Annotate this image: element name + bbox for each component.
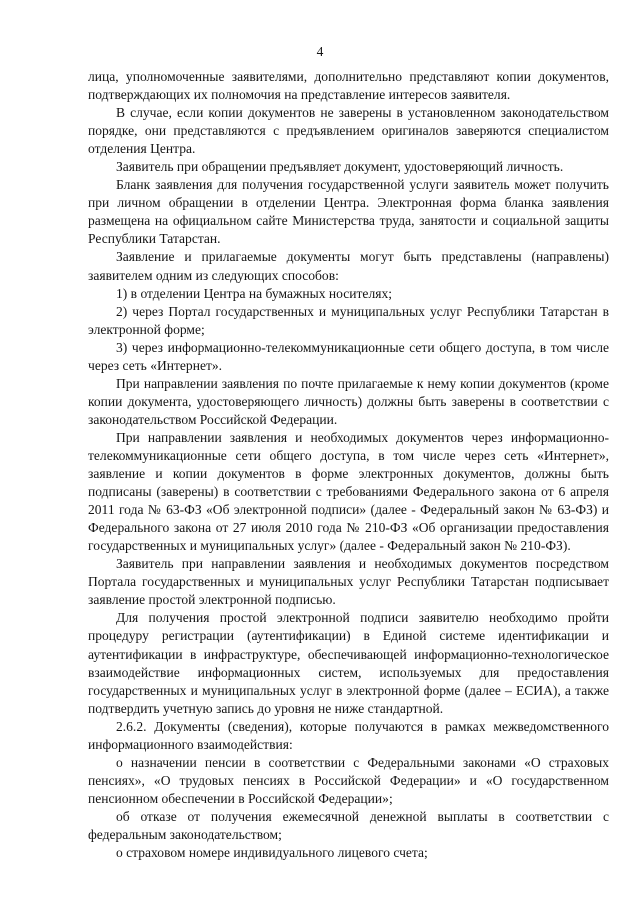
paragraph-identity-document: Заявитель при обращении предъявляет документ, удостоверяющий личность. [116, 159, 564, 175]
list-item-pension: о назначении пенсии в соответствии с Федеральными законами «О страховых пенсиях», «О трудовых пенсиях в Российской Федерации» и «О государственном пенсионном обеспечении в Российской Федерации»; [88, 754, 609, 806]
list-item-internet: 3) через информационно-телекоммуникационные сети общего доступа, в том числе через сеть «Интернет». [88, 339, 609, 373]
paragraph-esia-registration: Для получения простой электронной подписи заявителю необходимо пройти процедуру регистрации (аутентификации) в Единой системе идентификации и аутентификации в инфраструктуре, обеспечивающей информационно-технологическое взаимодействие информационных систем, используемых для предоставления государственных и муниципальных услуг в электронной форме (далее – ЕСИА), а также подтвердить учетную запись до уровня не ниже стандартной. [88, 610, 609, 716]
paragraph-portal-signature: Заявитель при направлении заявления и необходимых документов посредством Портала государственных и муниципальных услуг Республики Татарстан подписывает заявление простой электронной подписью. [88, 556, 609, 608]
page-number: 4 [316, 44, 324, 59]
paragraph-authority-copies: лица, уполномоченные заявителями, дополнительно представляют копии документов, подтверждающих их полномочия на представление интересов заявителя. [88, 69, 609, 103]
paragraph-electronic-signature-law: При направлении заявления и необходимых документов через информационно-телекоммуникационные сети общего доступа, в том числе через сеть «Интернет», заявление и копии документов в форме электронных документов, должны быть подписаны (заверены) в соответствии с требованиями Федерального закона от 6 апреля 2011 года № 63-ФЗ «Об электронной подписи» (далее - Федеральный закон № 63-ФЗ) и Федерального закона от 27 июля 2010 года № 210-ФЗ «Об организации предоставления государственных и муниципальных услуг» (далее - Федеральный закон № 210-ФЗ). [88, 429, 609, 554]
paragraph-unverified-copies: В случае, если копии документов не заверены в установленном законодательством порядке, они представляются с предъявлением оригиналов заверяются специалистом отделения Центра. [88, 105, 609, 157]
list-item-portal: 2) через Портал государственных и муниципальных услуг Республики Татарстан в электронной форме; [88, 303, 609, 337]
section-heading-2-6-2: 2.6.2. Документы (сведения), которые получаются в рамках межведомственного информационного взаимодействия: [88, 718, 609, 752]
body-text [88, 68, 609, 862]
paragraph-postal-submission: При направлении заявления по почте прилагаемые к нему копии документов (кроме копии документа, удостоверяющего личность) должны быть заверены в соответствии с законодательством Российской Федерации. [88, 375, 609, 427]
list-item-paper: 1) в отделении Центра на бумажных носителях; [116, 285, 392, 301]
list-item-insurance-number: о страховом номере индивидуального лицевого счета; [116, 845, 428, 861]
paragraph-submission-methods: Заявление и прилагаемые документы могут быть представлены (направлены) заявителем одним из следующих способов: [88, 249, 609, 283]
paragraph-application-form: Бланк заявления для получения государственной услуги заявитель может получить при личном обращении в отделении Центра. Электронная форма бланка заявления размещена на официальном сайте Министерства труда, занятости и социальной защиты Республики Татарстан. [88, 177, 609, 247]
list-item-monthly-payment: об отказе от получения ежемесячной денежной выплаты в соответствии с федеральным законодательством; [88, 808, 609, 842]
